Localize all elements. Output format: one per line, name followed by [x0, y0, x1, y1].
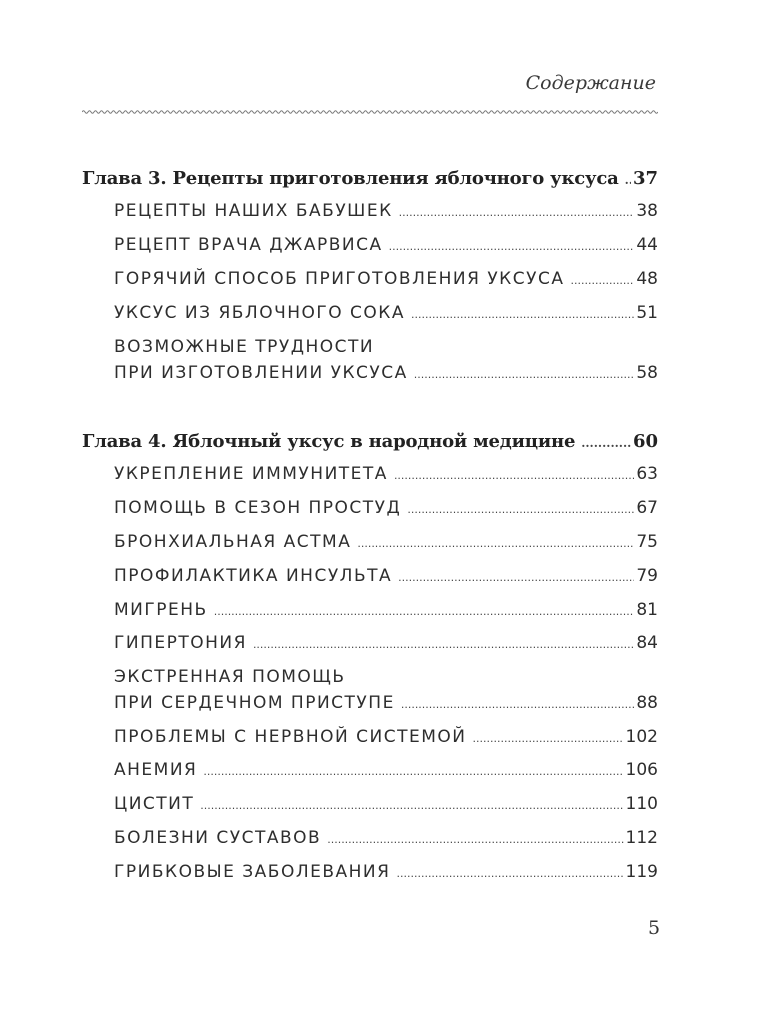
toc-entry[interactable] — [114, 667, 658, 719]
entry-title: БРОНХИАЛЬНАЯ АСТМА — [114, 532, 352, 552]
toc-entry[interactable] — [114, 600, 658, 626]
entry-title: ПРОФИЛАКТИКА ИНСУЛЬТА — [114, 566, 393, 586]
toc-entry[interactable] — [114, 464, 658, 490]
toc-entry[interactable] — [114, 566, 658, 592]
toc-entry[interactable] — [114, 727, 658, 753]
dot-leader — [396, 867, 623, 880]
chapter-page-number: 37 — [632, 168, 658, 189]
dot-leader — [357, 537, 634, 550]
toc-chapter-3[interactable] — [82, 168, 658, 189]
entry-title: ПРИ СЕРДЕЧНОМ ПРИСТУПЕ — [114, 693, 395, 713]
decorative-wavy-rule — [82, 108, 658, 116]
toc-entry[interactable] — [114, 337, 658, 389]
toc-entry[interactable] — [114, 532, 658, 558]
dot-leader — [407, 503, 634, 516]
entry-page-number: 112 — [625, 828, 658, 848]
entry-page-number: 48 — [636, 269, 658, 289]
toc-entry[interactable] — [114, 498, 658, 524]
dot-leader — [581, 436, 631, 450]
toc-entry[interactable] — [114, 760, 658, 786]
entry-page-number: 119 — [625, 862, 658, 882]
entry-page-number: 51 — [636, 303, 658, 323]
dot-leader — [411, 308, 634, 321]
entry-page-number: 67 — [636, 498, 658, 518]
entry-title: ПРОБЛЕМЫ С НЕРВНОЙ СИСТЕМОЙ — [114, 727, 467, 747]
dot-leader — [253, 638, 634, 651]
entry-page-number: 84 — [636, 633, 658, 653]
toc-entry[interactable] — [114, 828, 658, 854]
dot-leader — [214, 605, 635, 618]
entry-title: УКРЕПЛЕНИЕ ИММУНИТЕТА — [114, 464, 388, 484]
dot-leader — [389, 240, 635, 253]
entry-title-line: ВОЗМОЖНЫЕ ТРУДНОСТИ — [114, 337, 375, 357]
entry-page-number: 79 — [636, 566, 658, 586]
dot-leader — [473, 732, 624, 745]
dot-leader — [570, 274, 634, 287]
dot-leader — [327, 833, 623, 846]
dot-leader — [394, 469, 634, 482]
toc-entry[interactable] — [114, 269, 658, 295]
entry-page-number: 58 — [636, 363, 658, 383]
toc-entry[interactable] — [114, 303, 658, 329]
entry-page-number: 38 — [636, 201, 658, 221]
dot-leader — [625, 173, 631, 187]
entry-page-number: 75 — [636, 532, 658, 552]
toc-entry[interactable] — [114, 201, 658, 227]
entry-title: ЦИСТИТ — [114, 794, 195, 814]
dot-leader — [401, 698, 635, 711]
toc-entry[interactable] — [114, 794, 658, 820]
dot-leader — [203, 765, 623, 778]
toc-entry[interactable] — [114, 633, 658, 659]
entry-page-number: 63 — [636, 464, 658, 484]
entry-page-number: 44 — [636, 235, 658, 255]
running-head: Содержание — [525, 72, 656, 94]
dot-leader — [398, 571, 634, 584]
dot-leader — [414, 368, 635, 381]
entry-title: РЕЦЕПТЫ НАШИХ БАБУШЕК — [114, 201, 393, 221]
entry-title: РЕЦЕПТ ВРАЧА ДЖАРВИСА — [114, 235, 383, 255]
entry-title: АНЕМИЯ — [114, 760, 198, 780]
entry-title: ГРИБКОВЫЕ ЗАБОЛЕВАНИЯ — [114, 862, 391, 882]
entry-title: ГОРЯЧИЙ СПОСОБ ПРИГОТОВЛЕНИЯ УКСУСА — [114, 269, 565, 289]
chapter-title: Глава 4. Яблочный уксус в народной медицине — [82, 431, 576, 452]
entry-title-line: ЭКСТРЕННАЯ ПОМОЩЬ — [114, 667, 346, 687]
dot-leader — [399, 206, 635, 219]
entry-title: МИГРЕНЬ — [114, 600, 208, 620]
entry-page-number: 81 — [636, 600, 658, 620]
page-number: 5 — [648, 917, 661, 939]
toc-chapter-4[interactable] — [82, 431, 658, 452]
chapter-title: Глава 3. Рецепты приготовления яблочного уксуса — [82, 168, 619, 189]
entry-title: ПОМОЩЬ В СЕЗОН ПРОСТУД — [114, 498, 402, 518]
chapter-page-number: 60 — [632, 431, 658, 452]
entry-page-number: 110 — [625, 794, 658, 814]
dot-leader — [200, 799, 623, 812]
entry-page-number: 102 — [625, 727, 658, 747]
toc-entry[interactable] — [114, 235, 658, 261]
entry-title: БОЛЕЗНИ СУСТАВОВ — [114, 828, 322, 848]
entry-page-number: 88 — [636, 693, 658, 713]
toc-entry[interactable] — [114, 862, 658, 888]
entry-title: УКСУС ИЗ ЯБЛОЧНОГО СОКА — [114, 303, 406, 323]
entry-title: ПРИ ИЗГОТОВЛЕНИИ УКСУСА — [114, 363, 408, 383]
entry-title: ГИПЕРТОНИЯ — [114, 633, 247, 653]
entry-page-number: 106 — [625, 760, 658, 780]
